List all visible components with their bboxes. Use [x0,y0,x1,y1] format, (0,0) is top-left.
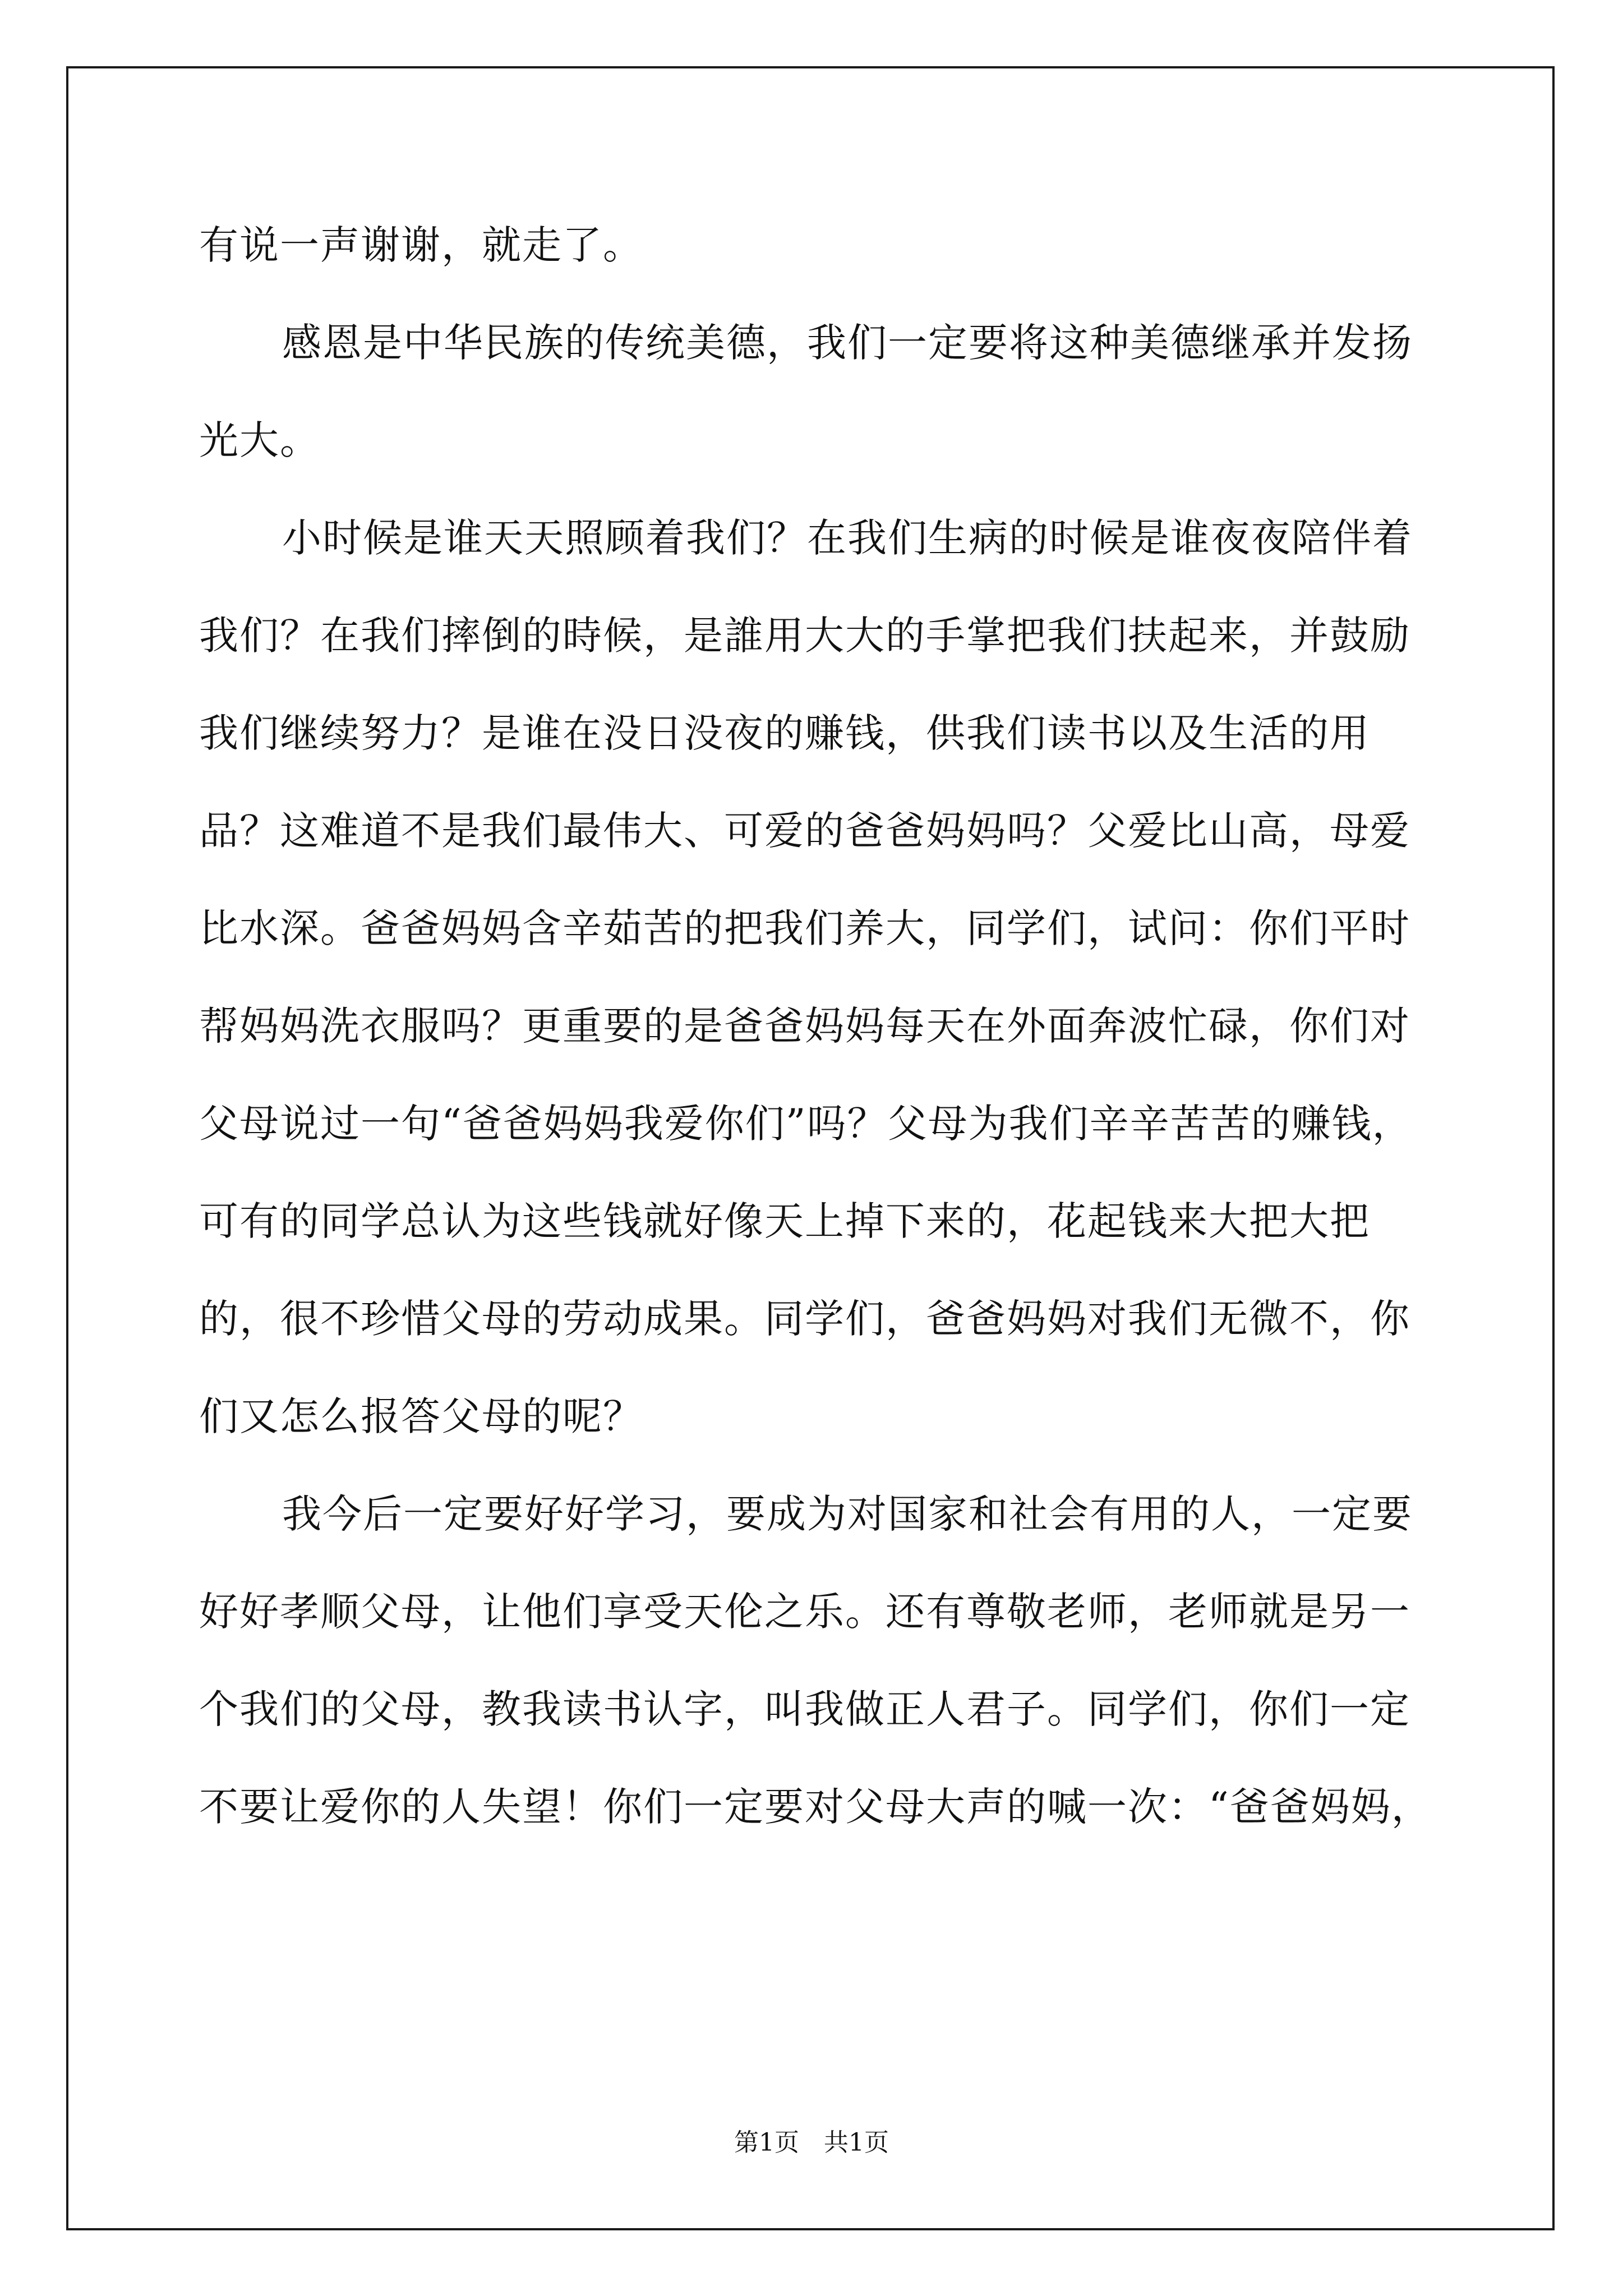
paragraph-parents-care: 小时候是谁天天照顾着我们？在我们生病的时候是谁夜夜陪伴着我们？在我们摔倒的時候，是誰用大大的手掌把我们扶起来，并鼓励我们继续努力？是谁在没日没夜的赚钱，供我们读书以及生活的用品？这难道不是我们最伟大、可爱的爸爸妈妈吗？父爱比山高，母爱比水深。爸爸妈妈含辛茹苦的把我们养大，同学们，试问：你们平时帮妈妈洗衣服吗？更重要的是爸爸妈妈每天在外面奔波忙碌，你们对父母说过一句“爸爸妈妈我爱你们”吗？父母为我们辛辛苦苦的赚钱，可有的同学总认为这些钱就好像天上掉下来的，花起钱来大把大把的，很不珍惜父母的劳动成果。同学们，爸爸妈妈对我们无微不，你们又怎么报答父母的呢？ [199,515,1413,1439]
page-footer: 第1页 共1页 [734,2128,889,2157]
paragraph-continuation: 有说一声谢谢，就走了。 [199,222,643,268]
paragraph-future-resolve: 我今后一定要好好学习，要成为对国家和社会有用的人，一定要好好孝顺父母，让他们享受天伦之乐。还有尊敬老师，老师就是另一个我们的父母，教我读书认字，叫我做正人君子。同学们，你们一定不要让爱你的人失望！你们一定要对父母大声的喊一次：“爸爸妈妈， [199,1491,1432,1830]
document-body [199,196,1433,1856]
paragraph-gratitude-virtue: 感恩是中华民族的传统美德，我们一定要将这种美德继承并发扬光大。 [199,320,1413,463]
